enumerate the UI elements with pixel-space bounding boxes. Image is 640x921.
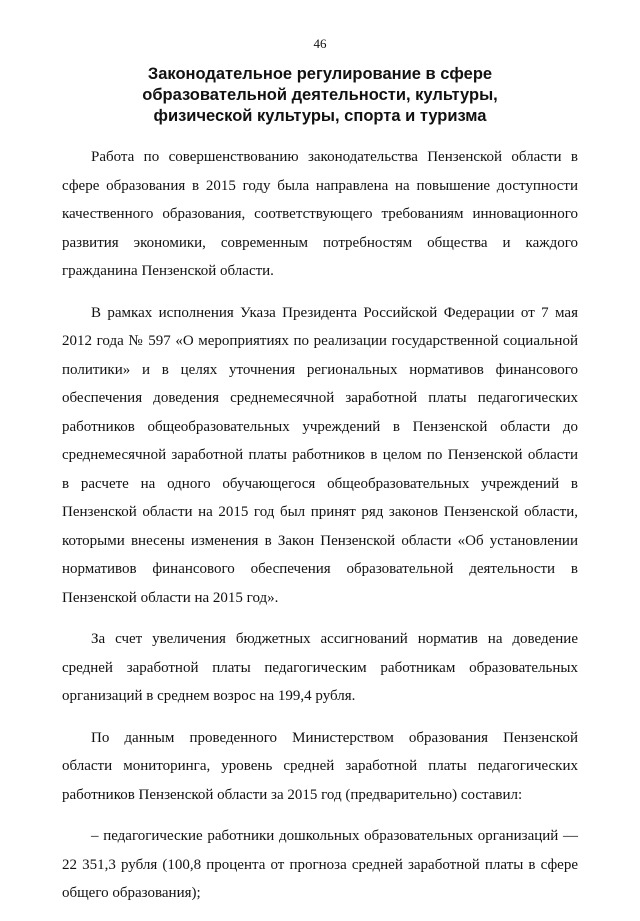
text-line: По данным проведенного Министерством образования Пензенской xyxy=(91,729,578,746)
paragraph-1 xyxy=(62,143,578,286)
text-line: – педагогические работники дошкольных образовательных организаций — xyxy=(91,828,578,844)
text-line: работников общеобразовательных учреждений в Пензенской области до xyxy=(62,418,578,435)
text-line: сфере образования в 2015 году была направлена на повышение доступности xyxy=(62,177,578,194)
heading-line: физической культуры, спорта и туризма xyxy=(153,107,487,125)
text-line: Пензенской области на 2015 год был принят ряд законов Пензенской области, xyxy=(62,504,578,520)
page-number: 46 xyxy=(313,36,327,51)
text-line: среднемесячной заработной платы работников в целом по Пензенской области xyxy=(62,447,578,463)
text-line: работников Пензенской области за 2015 год (предварительно) составил: xyxy=(62,786,523,803)
text-line: организаций в среднем возрос на 199,4 рубля. xyxy=(62,688,356,704)
paragraph-5 xyxy=(62,822,578,908)
paragraph-3 xyxy=(62,625,578,711)
text-line: развития экономики, современным потребностям общества и каждого xyxy=(62,234,578,251)
section-heading xyxy=(62,64,578,127)
text-line: гражданина Пензенской области. xyxy=(62,263,274,279)
body-text xyxy=(62,143,578,921)
paragraph-2 xyxy=(62,299,578,613)
text-line: Работа по совершенствованию законодательства Пензенской области в xyxy=(91,149,578,165)
text-line: политики» и в целях уточнения региональных нормативов финансового xyxy=(62,361,578,378)
text-line: 22 351,3 рубля (100,8 процента от прогноза средней заработной платы в сфере xyxy=(62,856,578,873)
heading-line: Законодательное регулирование в сфере xyxy=(147,65,493,83)
text-line: За счет увеличения бюджетных ассигнований норматив на доведение xyxy=(91,631,578,647)
paragraph-4 xyxy=(62,724,578,810)
text-line: Пензенской области на 2015 год». xyxy=(62,589,279,606)
heading-line: образовательной деятельности, культуры, xyxy=(142,86,498,104)
text-line: которыми внесены изменения в Закон Пензенской области «Об установлении xyxy=(62,532,578,549)
text-line: качественного образования, соответствующего требованиям инновационного xyxy=(62,206,578,222)
text-line: обеспечения доведения среднемесячной заработной платы педагогических xyxy=(62,390,578,406)
text-line: 2012 года № 597 «О мероприятиях по реализации государственной социальной xyxy=(62,333,578,349)
text-line: в расчете на одного обучающегося общеобразовательных учреждений в xyxy=(62,475,578,492)
text-line: средней заработной платы педагогическим работникам образовательных xyxy=(62,659,578,676)
text-line: общего образования); xyxy=(62,885,201,901)
text-line: В рамках исполнения Указа Президента Российской Федерации от 7 мая xyxy=(91,304,578,321)
text-line: нормативов финансового обеспечения образовательной деятельности в xyxy=(62,561,578,577)
text-line: области мониторинга, уровень средней заработной платы педагогических xyxy=(62,758,578,774)
